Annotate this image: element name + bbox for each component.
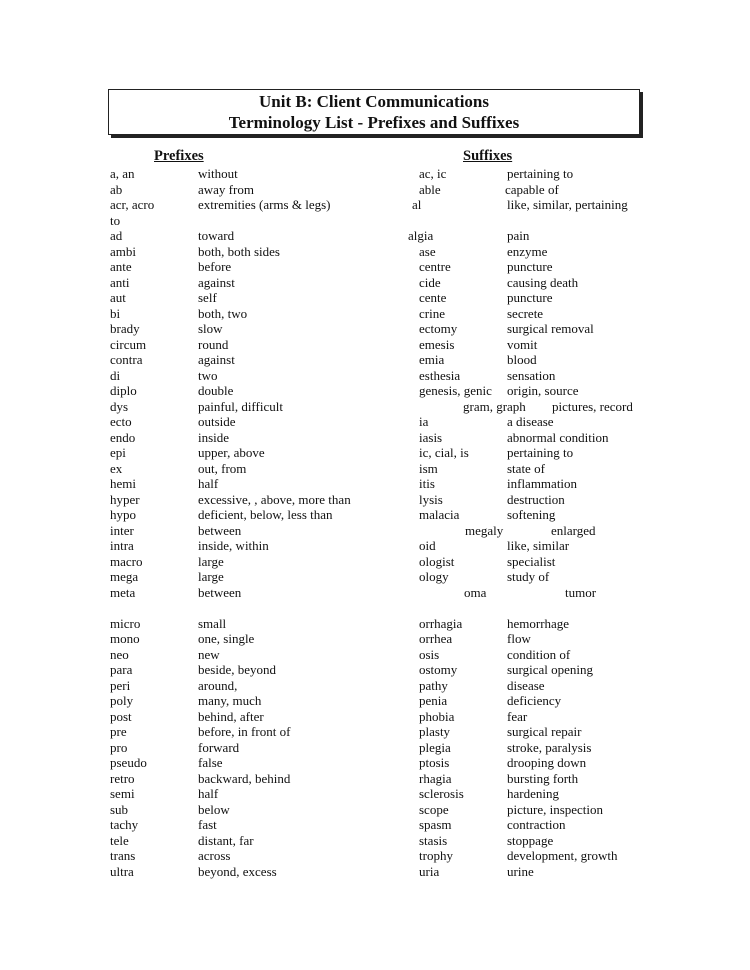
suffix-term: ostomy [419,662,458,677]
prefix-term: dys [110,398,129,414]
prefix-term: trans [110,848,136,863]
suffix-meaning: disease [507,677,545,693]
prefix-meaning: backward, behind [198,770,291,786]
prefix-term: a, an [110,166,135,181]
prefixes-heading: Prefixes [154,148,204,164]
suffix-meaning: tumor [565,584,597,600]
prefix-term: pseudo [110,755,147,770]
prefix-meaning: upper, above [198,445,265,460]
prefix-meaning: many, much [198,693,262,708]
suffix-meaning: bursting forth [507,770,579,786]
prefix-term: ante [110,259,132,274]
prefix-term: ab [110,181,123,197]
prefix-term: ex [110,460,123,476]
prefix-meaning: two [198,367,218,383]
prefix-term: ambi [110,243,136,259]
suffix-meaning: softening [507,507,556,522]
prefix-term: poly [110,693,134,708]
prefix-meaning: new [198,646,220,662]
prefix-term: bi [110,305,121,321]
title-line-2: Terminology List - Prefixes and Suffixes [228,113,520,132]
prefix-meaning: half [198,786,219,801]
title-line-1: Unit B: Client Communications [259,92,489,111]
prefix-term: endo [110,429,136,445]
suffix-term: penia [419,693,448,708]
suffix-meaning: flow [507,631,531,646]
suffix-term: able [419,181,441,197]
suffix-meaning: drooping down [507,755,587,770]
suffix-term: ology [419,569,449,584]
suffix-term: malacia [419,507,460,522]
suffix-term: algia [408,228,434,243]
suffix-meaning: condition of [507,646,571,662]
prefix-term: ad [110,228,123,243]
prefix-meaning: fast [198,817,217,832]
prefix-meaning: both, both sides [198,243,280,259]
prefix-term: micro [110,615,141,631]
prefix-meaning: both, two [198,305,248,321]
suffix-meaning: urine [507,863,534,879]
suffix-term: cente [419,290,447,305]
suffix-term: al [412,197,422,212]
prefix-term: ultra [110,863,134,879]
suffix-term: osis [419,646,440,662]
prefix-meaning: inside [198,429,230,445]
prefix-meaning: distant, far [198,832,254,848]
prefix-term: para [110,662,133,677]
suffix-meaning: pictures, record [552,398,633,414]
suffix-term: emesis [419,336,455,352]
suffix-meaning: causing death [507,274,579,290]
suffix-term: itis [419,476,435,491]
suffixes-heading: Suffixes [463,148,513,164]
suffix-meaning: blood [507,352,537,367]
prefix-meaning: beyond, excess [198,863,277,879]
suffix-term: spasm [419,817,452,832]
suffix-meaning: hemorrhage [507,615,570,631]
suffix-meaning: destruction [507,491,565,507]
suffix-term: stasis [419,832,448,848]
suffix-term: orrhea [419,631,453,646]
suffix-meaning: like, similar [507,538,570,553]
prefix-term: sub [110,801,129,817]
suffix-term: ologist [419,553,455,569]
prefix-term: brady [110,321,140,336]
prefix-meaning: outside [198,414,236,429]
prefix-meaning: between [198,522,242,538]
prefix-meaning: painful, difficult [198,398,283,414]
suffix-meaning: deficiency [507,693,562,708]
prefix-meaning: double [198,383,234,398]
prefix-term: pro [110,739,128,755]
suffix-meaning: hardening [507,786,559,801]
prefix-term: pre [110,724,127,739]
prefix-meaning: small [198,615,227,631]
prefix-meaning: deficient, below, less than [198,507,333,522]
suffix-term: centre [419,259,451,274]
prefix-term: mono [110,631,140,646]
suffix-term: oid [419,538,436,553]
prefix-meaning: against [198,274,235,290]
prefix-term: ecto [110,414,132,429]
prefix-term: diplo [110,383,137,398]
suffix-term: scope [419,801,449,817]
suffix-term: ic, cial, is [419,445,469,460]
prefix-meaning: beside, beyond [198,662,276,677]
suffix-term: megaly [465,522,504,538]
suffix-term: ism [419,460,438,476]
suffix-meaning: stoppage [507,832,554,848]
suffix-meaning: pertaining to [507,445,574,460]
suffix-meaning: development, growth [507,848,618,863]
suffix-meaning: specialist [507,553,556,569]
prefix-meaning: toward [198,228,235,243]
suffix-term: rhagia [419,770,452,786]
suffix-meaning: puncture [507,259,553,274]
prefix-term: peri [110,677,131,693]
prefix-term: mega [110,569,139,584]
suffix-meaning: pain [507,228,530,243]
prefix-term: macro [110,553,143,569]
prefix-term: hypo [110,507,136,522]
prefix-meaning: before, in front of [198,724,291,739]
suffix-term: genesis, genic [419,383,492,398]
suffix-meaning: contraction [507,817,566,832]
prefix-meaning: one, single [198,631,255,646]
suffix-meaning: inflammation [507,476,578,491]
prefix-term: di [110,367,121,383]
prefix-term: to [110,212,121,228]
prefix-meaning: false [198,755,223,770]
prefix-term: circum [110,336,147,352]
prefix-term: retro [110,770,135,786]
suffix-term: esthesia [419,367,461,383]
suffix-meaning: a disease [507,414,554,429]
suffix-term: orrhagia [419,615,463,631]
prefix-term: intra [110,538,134,553]
suffix-term: crine [419,305,445,321]
prefix-meaning: between [198,584,242,600]
prefix-meaning: self [198,290,217,305]
suffix-term: ptosis [419,755,450,770]
suffix-term: cide [419,274,441,290]
suffix-term: ac, ic [419,166,447,181]
suffix-meaning: fear [507,708,528,724]
prefix-meaning: across [198,848,231,863]
suffix-meaning: secrete [507,305,544,321]
suffix-term: ase [419,243,436,259]
suffix-term: pathy [419,677,448,693]
suffix-meaning: surgical opening [507,662,594,677]
suffix-meaning: sensation [507,367,556,383]
prefix-term: semi [110,786,135,801]
prefix-meaning: extremities (arms & legs) [198,197,331,212]
prefix-term: epi [110,445,126,460]
prefix-meaning: forward [198,739,240,755]
suffix-meaning: state of [507,460,545,476]
suffix-term: plegia [419,739,451,755]
suffix-meaning: surgical repair [507,724,582,739]
suffix-meaning: picture, inspection [507,801,604,817]
prefix-term: post [110,708,132,724]
suffix-term: plasty [419,724,451,739]
prefix-term: hyper [110,491,140,507]
prefix-meaning: without [198,166,238,181]
suffix-meaning: origin, source [507,383,579,398]
prefix-meaning: large [198,569,224,584]
prefix-meaning: excessive, , above, more than [198,491,351,507]
suffix-term: uria [419,863,440,879]
suffix-meaning: abnormal condition [507,429,609,445]
suffix-meaning: enlarged [551,522,596,538]
prefix-meaning: slow [198,321,223,336]
prefix-meaning: large [198,553,224,569]
prefix-meaning: around, [198,677,238,693]
suffix-term: lysis [419,491,443,507]
prefix-meaning: out, from [198,460,247,476]
suffix-meaning: stroke, paralysis [507,739,592,755]
prefix-meaning: behind, after [198,708,264,724]
suffix-term: iasis [419,429,443,445]
prefix-meaning: round [198,336,229,352]
prefix-meaning: before [198,259,232,274]
title-box [108,89,640,135]
suffix-term: trophy [419,848,453,863]
prefix-term: meta [110,584,136,600]
suffix-meaning: puncture [507,290,553,305]
suffix-term: ectomy [419,321,458,336]
suffix-term: emia [419,352,445,367]
prefix-meaning: below [198,801,230,817]
prefix-term: inter [110,522,134,538]
prefix-term: contra [110,352,143,367]
suffix-meaning: capable of [505,181,559,197]
suffix-term: ia [419,414,429,429]
prefix-term: tachy [110,817,139,832]
suffix-term: oma [464,584,487,600]
suffix-term: sclerosis [419,786,464,801]
suffix-term: gram, graph [463,398,526,414]
suffix-meaning: like, similar, pertaining [507,197,628,212]
prefix-meaning: against [198,352,235,367]
suffix-meaning: study of [507,569,550,584]
prefix-meaning: away from [198,181,254,197]
suffix-meaning: vomit [507,336,538,352]
prefix-term: acr, acro [110,197,155,212]
prefix-term: aut [110,290,126,305]
suffix-term: phobia [419,708,455,724]
prefix-term: hemi [110,476,136,491]
suffix-meaning: pertaining to [507,166,574,181]
prefix-meaning: half [198,476,219,491]
suffix-meaning: surgical removal [507,321,594,336]
prefix-term: neo [110,646,129,662]
prefix-meaning: inside, within [198,538,269,553]
prefix-term: anti [110,274,130,290]
prefix-term: tele [110,832,129,848]
suffix-meaning: enzyme [507,243,548,259]
